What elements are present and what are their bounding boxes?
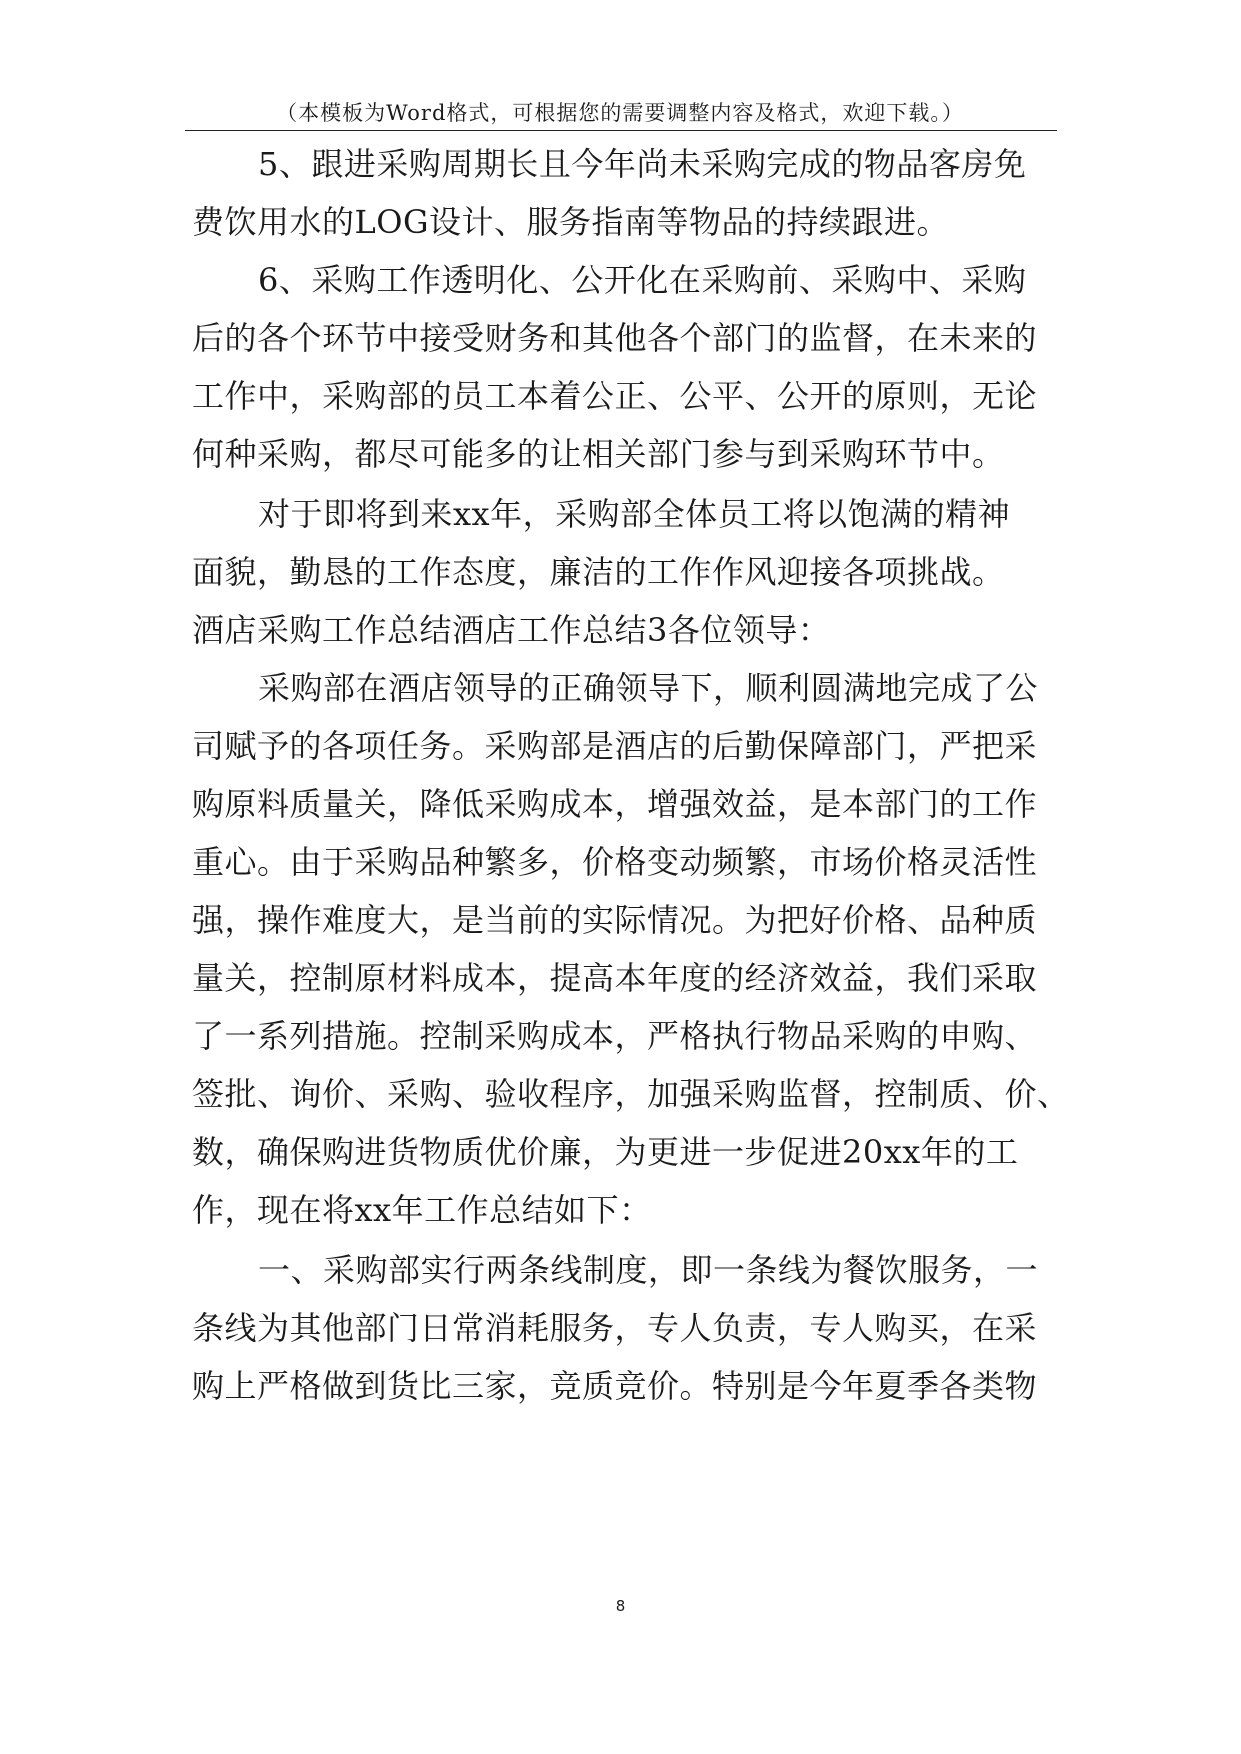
paragraph-line: 条线为其他部门日常消耗服务，专人负责，专人购买，在采 xyxy=(192,1309,1038,1347)
paragraph-line: 工作中，采购部的员工本着公正、公平、公开的原则，无论 xyxy=(192,377,1038,415)
paragraph-line: 采购部在酒店领导的正确领导下，顺利圆满地完成了公 xyxy=(258,669,1039,707)
paragraph-line: 强，操作难度大，是当前的实际情况。为把好价格、品种质 xyxy=(192,901,1038,939)
paragraph-line: 重心。由于采购品种繁多，价格变动频繁，市场价格灵活性 xyxy=(192,843,1038,881)
paragraph-line: 购上严格做到货比三家，竞质竞价。特别是今年夏季各类物 xyxy=(192,1367,1038,1405)
paragraph-line: 量关，控制原材料成本，提高本年度的经济效益，我们采取 xyxy=(192,959,1038,997)
paragraph-line: 作，现在将xx年工作总结如下： xyxy=(192,1191,652,1229)
paragraph-line: 签批、询价、采购、验收程序，加强采购监督，控制质、价、 xyxy=(192,1075,1070,1113)
paragraph-line: 司赋予的各项任务。采购部是酒店的后勤保障部门，严把采 xyxy=(192,727,1038,765)
section-heading-line: 酒店采购工作总结酒店工作总结3各位领导： xyxy=(192,611,831,649)
paragraph-line: 一、采购部实行两条线制度，即一条线为餐饮服务，一 xyxy=(258,1251,1039,1289)
paragraph-line: 6、采购工作透明化、公开化在采购前、采购中、采购 xyxy=(258,261,1027,299)
paragraph-line: 对于即将到来xx年，采购部全体员工将以饱满的精神 xyxy=(258,495,1011,533)
paragraph-line: 何种采购，都尽可能多的让相关部门参与到采购环节中。 xyxy=(192,435,1005,473)
paragraph-line: 费饮用水的LOG设计、服务指南等物品的持续跟进。 xyxy=(192,203,950,241)
paragraph-line: 购原料质量关，降低采购成本，增强效益，是本部门的工作 xyxy=(192,785,1038,823)
paragraph-line: 了一系列措施。控制采购成本，严格执行物品采购的申购、 xyxy=(192,1017,1038,1055)
paragraph-line: 5、跟进采购周期长且今年尚未采购完成的物品客房免 xyxy=(258,145,1027,183)
template-header-note: （本模板为Word格式，可根据您的需要调整内容及格式，欢迎下载。） xyxy=(276,101,964,125)
paragraph-line: 面貌，勤恳的工作态度，廉洁的工作作风迎接各项挑战。 xyxy=(192,553,1005,591)
paragraph-line: 数，确保购进货物质优价廉，为更进一步促进20xx年的工 xyxy=(192,1133,1019,1171)
header-divider xyxy=(185,130,1057,131)
page-number: 8 xyxy=(615,1597,626,1615)
paragraph-line: 后的各个环节中接受财务和其他各个部门的监督，在未来的 xyxy=(192,319,1038,357)
